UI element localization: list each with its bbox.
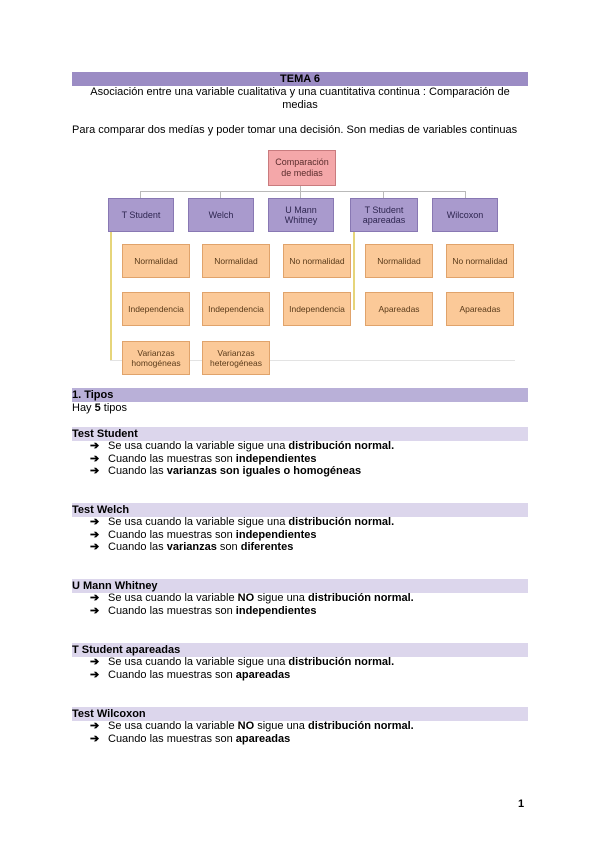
bullet-text: Se usa cuando la variable xyxy=(108,720,238,732)
bullet-text: sigue una xyxy=(254,592,308,604)
bullet-item xyxy=(90,733,414,746)
leaf-varianzas-heterogeneas: Varianzas heterogéneas xyxy=(202,341,270,375)
bullet-text: Se usa cuando la variable sigue una xyxy=(108,656,289,668)
bullet-text: Cuando las muestras son xyxy=(108,732,236,745)
leaf-normalidad: Normalidad xyxy=(365,244,433,278)
category-t-student-apareadas: T Student apareadas xyxy=(350,198,418,232)
bullet-bold-text: independientes xyxy=(235,528,317,541)
bullet-text: Se usa cuando la variable xyxy=(108,592,238,604)
bullet-text: sigue una xyxy=(254,720,308,732)
tipos-text: Hay xyxy=(72,402,95,414)
bullet-item xyxy=(90,541,394,554)
bullet-text: Cuando las xyxy=(108,541,167,553)
leaf-independencia: Independencia xyxy=(202,292,270,326)
bullet-bold-text: distribución normal. xyxy=(288,440,395,452)
bullet-text: Cuando las muestras son xyxy=(108,452,236,465)
bullet-text: Cuando las muestras son xyxy=(108,604,236,617)
category-wilcoxon: Wilcoxon xyxy=(432,198,498,232)
bullet-bold-text: independientes xyxy=(235,604,317,617)
bullet-bold-text: apareadas xyxy=(235,668,291,681)
bullet-item xyxy=(90,516,394,529)
bullet-bold-text: varianzas xyxy=(166,541,217,553)
leaf-normalidad: Normalidad xyxy=(202,244,270,278)
bullet-list xyxy=(90,720,414,745)
arrow-icon: ➔ xyxy=(90,440,100,452)
bullet-item xyxy=(90,465,394,478)
bullet-bold-text: diferentes xyxy=(240,541,294,553)
bullet-text: Se usa cuando la variable sigue una xyxy=(108,440,289,452)
connector-line xyxy=(353,232,355,310)
tipos-text: tipos xyxy=(100,402,128,414)
bullet-text: son xyxy=(216,541,241,553)
bullet-text: Cuando las xyxy=(108,465,167,477)
leaf-normalidad: Normalidad xyxy=(122,244,190,278)
arrow-icon: ➔ xyxy=(90,516,100,528)
page-number: 1 xyxy=(518,798,525,810)
bullet-bold-text: distribución normal. xyxy=(307,592,414,604)
leaf-varianzas-homogeneas: Varianzas homogéneas xyxy=(122,341,190,375)
section-heading-t-student-apareadas: T Student apareadas xyxy=(72,643,528,657)
tipos-count: 5 xyxy=(94,402,101,414)
bullet-list xyxy=(90,440,394,478)
connector-line xyxy=(110,232,112,360)
arrow-icon: ➔ xyxy=(90,720,100,732)
section-heading-u-mann-whitney: U Mann Whitney xyxy=(72,579,528,593)
arrow-icon: ➔ xyxy=(90,465,100,477)
bullet-item xyxy=(90,529,394,542)
tipos-line xyxy=(72,402,127,415)
bullet-text: Se usa cuando la variable sigue una xyxy=(108,516,289,528)
leaf-no-normalidad: No normalidad xyxy=(446,244,514,278)
bullet-item xyxy=(90,453,394,466)
bullet-bold-text: NO xyxy=(237,592,255,604)
root-node: Comparación de medias xyxy=(268,150,336,186)
bullet-list xyxy=(90,592,414,617)
leaf-independencia: Independencia xyxy=(283,292,351,326)
category-welch: Welch xyxy=(188,198,254,232)
bullet-bold-text: varianzas son iguales o homogéneas xyxy=(166,465,362,477)
bullet-list xyxy=(90,656,394,681)
section-heading-test-wilcoxon: Test Wilcoxon xyxy=(72,707,528,721)
bullet-item xyxy=(90,669,394,682)
section-heading-test-welch: Test Welch xyxy=(72,503,528,517)
bullet-bold-text: distribución normal. xyxy=(288,516,395,528)
bullet-bold-text: independientes xyxy=(235,452,317,465)
leaf-independencia: Independencia xyxy=(122,292,190,326)
bullet-bold-text: distribución normal. xyxy=(307,720,414,732)
bullet-bold-text: NO xyxy=(237,720,255,732)
category-t-student: T Student xyxy=(108,198,174,232)
bullet-text: Cuando las muestras son xyxy=(108,668,236,681)
bullet-item xyxy=(90,592,414,605)
leaf-apareadas: Apareadas xyxy=(365,292,433,326)
page-subtitle: Asociación entre una variable cualitativa y una cuantitativa continua : Comparación de medias xyxy=(90,86,510,111)
intro-paragraph: Para comparar dos medías y poder tomar una decisión. Son medias de variables continuas xyxy=(72,124,518,136)
arrow-icon: ➔ xyxy=(90,732,100,745)
bullet-item xyxy=(90,440,394,453)
arrow-icon: ➔ xyxy=(90,528,100,541)
connector-line xyxy=(140,191,465,192)
section-heading-test-student: Test Student xyxy=(72,427,528,441)
arrow-icon: ➔ xyxy=(90,452,100,465)
section-heading-tipos: 1. Tipos xyxy=(72,388,528,402)
page-title: TEMA 6 xyxy=(72,72,528,86)
leaf-no-normalidad: No normalidad xyxy=(283,244,351,278)
bullet-text: Cuando las muestras son xyxy=(108,528,236,541)
bullet-item xyxy=(90,656,394,669)
bullet-list xyxy=(90,516,394,554)
bullet-item xyxy=(90,720,414,733)
arrow-icon: ➔ xyxy=(90,541,100,553)
arrow-icon: ➔ xyxy=(90,656,100,668)
bullet-bold-text: distribución normal. xyxy=(288,656,395,668)
comparison-diagram xyxy=(100,148,520,378)
leaf-apareadas: Apareadas xyxy=(446,292,514,326)
arrow-icon: ➔ xyxy=(90,604,100,617)
arrow-icon: ➔ xyxy=(90,668,100,681)
bullet-bold-text: apareadas xyxy=(235,732,291,745)
arrow-icon: ➔ xyxy=(90,592,100,604)
bullet-item xyxy=(90,605,414,618)
category-u-mann-whitney: U Mann Whitney xyxy=(268,198,334,232)
